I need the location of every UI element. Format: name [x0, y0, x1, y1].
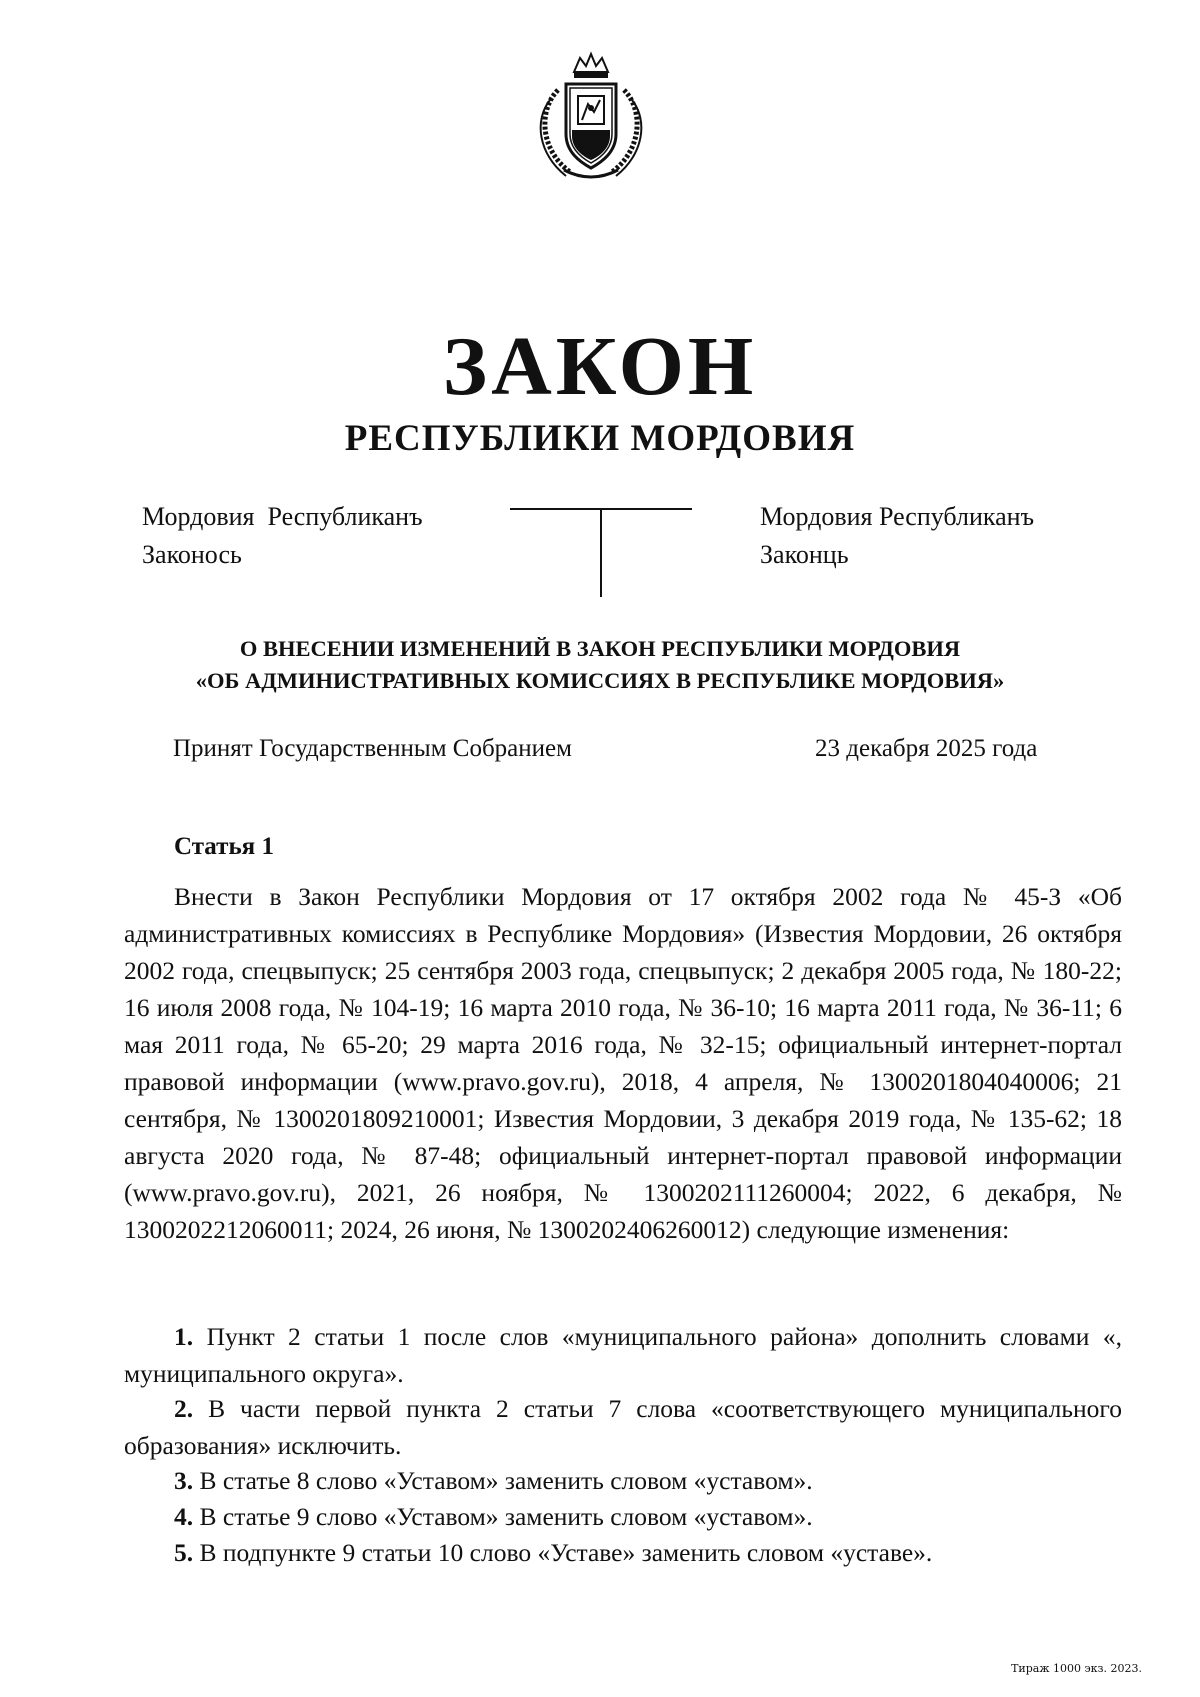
- item-number: 4.: [174, 1502, 194, 1531]
- list-item: [124, 1462, 1122, 1499]
- item-text: В части первой пункта 2 статьи 7 слова «соответствующего муниципального образования» исключить.: [124, 1394, 1122, 1460]
- moksha-law-line1: Мордовия Республиканъ: [142, 502, 423, 531]
- print-run-note: Тираж 1000 экз. 2023.: [1011, 1662, 1142, 1675]
- law-heading: [0, 633, 1200, 697]
- item-text: В подпункте 9 статьи 10 слово «Уставе» заменить словом «уставе».: [193, 1538, 933, 1567]
- item-number: 2.: [174, 1394, 194, 1423]
- divider-vertical: [600, 509, 602, 597]
- document-title: ЗАКОН: [442, 320, 758, 413]
- item-number: 5.: [174, 1538, 194, 1567]
- article-title: Статья 1: [174, 833, 274, 860]
- law-heading-line1: О ВНЕСЕНИИ ИЗМЕНЕНИЙ В ЗАКОН РЕСПУБЛИКИ МОРДОВИЯ: [239, 636, 961, 661]
- list-item: [124, 1318, 1122, 1392]
- list-item: [124, 1498, 1122, 1535]
- item-number: 3.: [174, 1466, 194, 1495]
- adoption-label: Принят Государственным Собранием: [173, 735, 572, 762]
- list-item: [124, 1390, 1122, 1464]
- adoption-date: 23 декабря 2025 года: [815, 735, 1038, 762]
- item-number: 1.: [174, 1322, 194, 1351]
- item-text: В статье 8 слово «Уставом» заменить словом «уставом».: [193, 1466, 813, 1495]
- moksha-law-line2: Законось: [142, 540, 242, 569]
- item-text: Пункт 2 статьи 1 после слов «муниципального района» дополнить словами «, муниципального округа».: [124, 1322, 1122, 1388]
- item-text: В статье 9 слово «Уставом» заменить словом «уставом».: [193, 1502, 813, 1531]
- erzya-law-line1: Мордовия Республиканъ: [760, 502, 1035, 531]
- list-item: [124, 1534, 1122, 1571]
- law-heading-line2: «ОБ АДМИНИСТРАТИВНЫХ КОМИССИЯХ В РЕСПУБЛИКЕ МОРДОВИЯ»: [195, 668, 1005, 693]
- erzya-law-line2: Законць: [760, 540, 849, 569]
- document-subtitle: РЕСПУБЛИКИ МОРДОВИЯ: [344, 418, 856, 459]
- moksha-law-title: [142, 498, 423, 574]
- erzya-law-title: [760, 498, 1034, 574]
- coat-of-arms-icon: [530, 50, 652, 186]
- article-intro: Внести в Закон Республики Мордовия от 17 октября 2002 года № 45-З «Об административных комиссиях в Республике Мордовия» (Известия Мордовии, 26 октября 2002 года, спецвыпуск; 25 сентября 2003 года, спецвыпуск; 2 декабря 2005 года, № 180-22; 16 июля 2008 года, № 104-19; 16 марта 2010 года, № 36-10; 16 марта 2011 года, № 36-11; 6 мая 2011 года, № 65-20; 29 марта 2016 года, № 32-15; официальный интернет-портал правовой информации (www.pravo.gov.ru), 2018, 4 апреля, № 1300201804040006; 21 сентября, № 1300201809210001; Известия Мордовии, 3 декабря 2019 года, № 135-62; 18 августа 2020 года, № 87-48; официальный интернет-портал правовой информации (www.pravo.gov.ru), 2021, 26 ноября, № 1300202111260004; 2022, 6 декабря, № 1300202212060011; 2024, 26 июня, № 1300202406260012) следующие изменения:: [124, 882, 1122, 1244]
